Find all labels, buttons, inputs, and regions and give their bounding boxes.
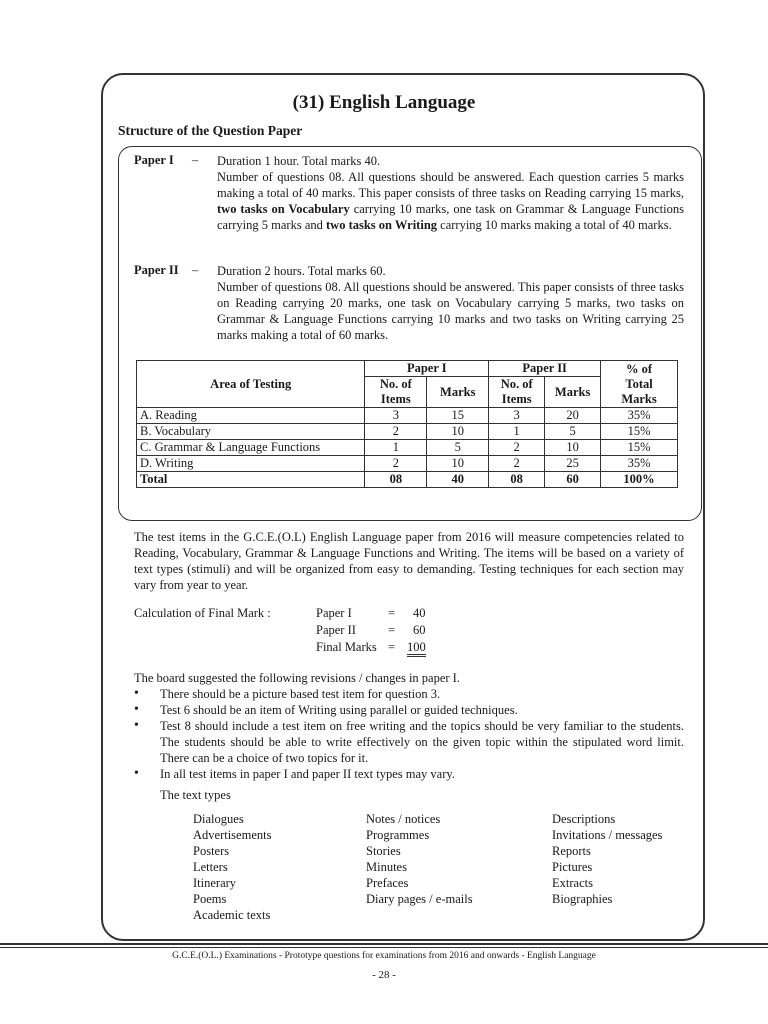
paper2-label: Paper II (134, 263, 179, 277)
list-item: Letters (193, 860, 228, 874)
text-types-heading: The text types (160, 788, 231, 802)
text-types-col2 (366, 811, 473, 907)
list-item: Biographies (552, 892, 613, 906)
row-p2-marks: 25 (545, 456, 601, 472)
paper1-header: Paper I (365, 361, 489, 377)
footer-divider (0, 943, 768, 945)
row-p1-marks: 10 (427, 456, 489, 472)
row-pct: 15% (601, 440, 678, 456)
area-header: Area of Testing (137, 361, 365, 408)
table-row (137, 424, 678, 440)
row-area: C. Grammar & Language Functions (137, 440, 365, 456)
paper2-duration: Duration 2 hours. Total marks 60. (217, 264, 386, 278)
page-title: (31) English Language (292, 92, 476, 113)
list-item: Posters (193, 844, 230, 858)
table-row (137, 408, 678, 424)
list-item: • Test 8 should include a test item on free writing and the topics should be very familiar to the students. The students should be able to write effectively on the given topic within the stipulated word limit. There can be a choice of two topics for it. (134, 718, 684, 766)
table-header-row (137, 361, 678, 377)
list-item: Diary pages / e-mails (366, 892, 473, 906)
row-p2-marks: 5 (545, 424, 601, 440)
calc-name: Paper I (316, 606, 352, 620)
paper2-dash: – (192, 263, 199, 277)
p1-marks-header: Marks (427, 377, 489, 408)
paper1-dash: – (192, 153, 199, 167)
row-p1-marks: 15 (427, 408, 489, 424)
list-item: Advertisements (193, 828, 272, 842)
page-number: - 28 - (372, 969, 396, 981)
section-subtitle: Structure of the Question Paper (118, 123, 303, 138)
row-p1-items: 2 (365, 424, 427, 440)
calc-eq: = (388, 623, 396, 637)
text-types-col3 (552, 811, 662, 907)
row-p1-items: 1 (365, 440, 427, 456)
calc-final-value: 100 (407, 640, 426, 657)
total-p2-marks: 60 (545, 472, 601, 488)
calc-eq: = (388, 640, 396, 654)
paper2-header: Paper II (489, 361, 601, 377)
row-p2-marks: 20 (545, 408, 601, 424)
table-total-row (137, 472, 678, 488)
paper1-description: Number of questions 08. All questions should be answered. Each question carries 5 marks making a total of 40 marks. This paper consists of three tasks on Reading carrying 15 marks, two tasks on Vocabulary carrying 10 marks, one task on Grammar & Language Functions carrying 5 marks and two tasks on Writing carrying 10 marks making a total of 40 marks. (217, 170, 684, 232)
pct-header: % of Total Marks (601, 361, 678, 408)
calc-label: Calculation of Final Mark : (134, 606, 271, 620)
p2-items-header: No. of Items (489, 377, 545, 408)
paper1-label: Paper I (134, 153, 174, 167)
row-p2-items: 2 (489, 456, 545, 472)
total-p1-items: 08 (365, 472, 427, 488)
row-pct: 35% (601, 408, 678, 424)
calc-eq: = (388, 606, 396, 620)
row-p1-items: 3 (365, 408, 427, 424)
total-label: Total (137, 472, 365, 488)
list-item: Prefaces (366, 876, 409, 890)
row-p2-items: 1 (489, 424, 545, 440)
list-item: Descriptions (552, 812, 616, 826)
list-item: Pictures (552, 860, 593, 874)
total-p1-marks: 40 (427, 472, 489, 488)
row-p1-items: 2 (365, 456, 427, 472)
list-item: Reports (552, 844, 591, 858)
paper2-description: Number of questions 08. All questions should be answered. This paper consists of three tasks on Reading carrying 20 marks, one task on Vocabulary carrying 5 marks, two tasks on Grammar & Language Functions carrying 10 marks and two tasks on Writing carrying 25 marks making a total of 60 marks. (217, 280, 684, 342)
row-p2-items: 3 (489, 408, 545, 424)
calc-value: 60 (413, 623, 426, 637)
list-item: Invitations / messages (552, 828, 663, 842)
list-item: Itinerary (193, 876, 237, 890)
calc-name: Final Marks (316, 640, 377, 654)
list-item: Notes / notices (366, 812, 441, 826)
total-p2-items: 08 (489, 472, 545, 488)
row-p1-marks: 10 (427, 424, 489, 440)
row-pct: 15% (601, 424, 678, 440)
table-row (137, 456, 678, 472)
list-item: • In all test items in paper I and paper II text types may vary. (134, 766, 684, 782)
paper1-duration: Duration 1 hour. Total marks 40. (217, 154, 381, 168)
footer-divider (0, 947, 768, 948)
marks-table (136, 360, 678, 488)
table-row (137, 440, 678, 456)
row-pct: 35% (601, 456, 678, 472)
list-item: Extracts (552, 876, 593, 890)
text-types-col1 (193, 811, 271, 923)
list-item: • There should be a picture based test item for question 3. (134, 686, 684, 702)
row-area: A. Reading (137, 408, 365, 424)
list-item: Dialogues (193, 812, 244, 826)
list-item: • Test 6 should be an item of Writing using parallel or guided techniques. (134, 702, 684, 718)
revisions-intro: The board suggested the following revisions / changes in paper I. (134, 671, 460, 685)
row-area: B. Vocabulary (137, 424, 365, 440)
list-item: Poems (193, 892, 227, 906)
row-p2-marks: 10 (545, 440, 601, 456)
row-p2-items: 2 (489, 440, 545, 456)
list-item: Minutes (366, 860, 407, 874)
p1-items-header: No. of Items (365, 377, 427, 408)
revisions-list (134, 686, 684, 782)
list-item: Stories (366, 844, 401, 858)
total-pct: 100% (601, 472, 678, 488)
p2-marks-header: Marks (545, 377, 601, 408)
calc-value: 40 (413, 606, 426, 620)
revisions-section (134, 670, 684, 782)
row-area: D. Writing (137, 456, 365, 472)
description-paragraph: The test items in the G.C.E.(O.L) English Language paper from 2016 will measure competencies related to Reading, Vocabulary, Grammar & Language Functions and Writing. The items will be based on a variety of text types (stimuli) and will be organized from easy to demanding. Testing techniques for each section may vary from year to year. (134, 530, 684, 592)
list-item: Academic texts (193, 908, 271, 922)
list-item: Programmes (366, 828, 430, 842)
footer-text: G.C.E.(O.L.) Examinations - Prototype questions for examinations from 2016 and onwards - English Language (172, 951, 596, 961)
calc-name: Paper II (316, 623, 356, 637)
row-p1-marks: 5 (427, 440, 489, 456)
